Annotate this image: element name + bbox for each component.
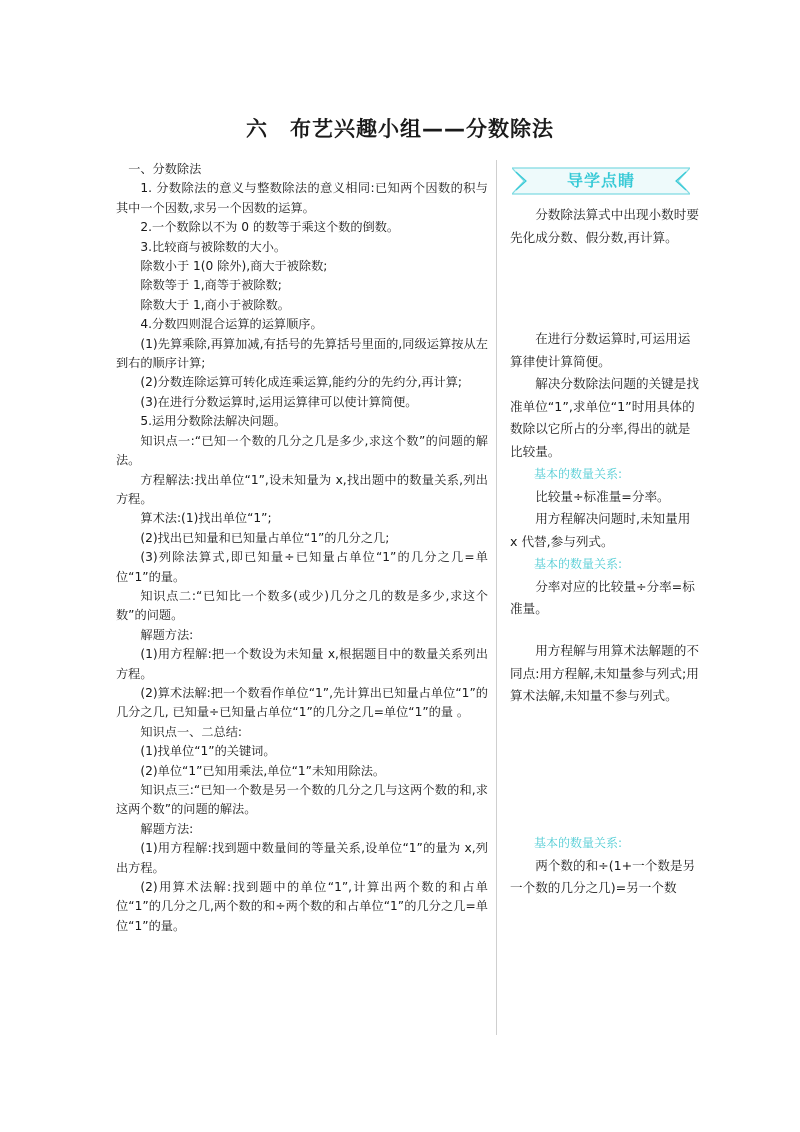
paragraph: (2)算术法解:把一个数看作单位“1”,先计算出已知量占单位“1”的几分之几, 已知量÷已知量占单位“1”的几分之几=单位“1”的量 。 bbox=[116, 685, 488, 720]
note-text: 两个数的和÷(1+一个数是另一个数的几分之几)=另一个数 bbox=[510, 857, 696, 895]
paragraph: 除数大于 1,商小于被除数。 bbox=[140, 297, 290, 312]
paragraph: 知识点三:“已知一个数是另一个数的几分之几与这两个数的和,求这两个数”的问题的解法。 bbox=[116, 783, 488, 817]
paragraph: (1)找单位“1”的关键词。 bbox=[140, 744, 276, 759]
relation-label: 基本的数量关系: bbox=[534, 467, 623, 481]
paragraph: 方程解法:找出单位“1”,设未知量为 x,找出题中的数量关系,列出方程。 bbox=[116, 472, 488, 506]
banner-title: 导学点睛 bbox=[566, 171, 635, 190]
note-text: 用方程解与用算术法解题的不同点:用方程解,未知量参与列式;用算术法解,未知量不参与列式。 bbox=[510, 643, 699, 703]
paragraph: 知识点一、二总结: bbox=[140, 724, 242, 739]
paragraph: 1. 分数除法的意义与整数除法的意义相同:已知两个因数的积与其中一个因数,求另一个因数的运算。 bbox=[116, 181, 488, 215]
note-text: 在进行分数运算时,可运用运算律使计算简便。 bbox=[510, 331, 691, 369]
note-text: 分率对应的比较量÷分率=标准量。 bbox=[510, 578, 695, 616]
paragraph: 5.运用分数除法解决问题。 bbox=[140, 414, 287, 429]
relation-label: 基本的数量关系: bbox=[534, 836, 623, 850]
chapter-number: 六 bbox=[246, 117, 268, 141]
paragraph: (1)先算乘除,再算加减,有括号的先算括号里面的,同级运算按从左到右的顺序计算; bbox=[116, 336, 488, 371]
paragraph: (2)单位“1”已知用乘法,单位“1”未知用除法。 bbox=[140, 763, 386, 778]
main-content bbox=[116, 160, 488, 936]
paragraph: 解题方法: bbox=[140, 821, 194, 836]
paragraph: 2.一个数除以不为 0 的数等于乘这个数的倒数。 bbox=[140, 220, 400, 235]
paragraph: (3)列除法算式,即已知量÷已知量占单位“1”的几分之几=单位“1”的量。 bbox=[116, 550, 488, 584]
section-heading: 一、分数除法 bbox=[128, 162, 202, 176]
note-text: 分数除法算式中出现小数时要先化成分数、假分数,再计算。 bbox=[510, 207, 699, 245]
paragraph: (2)用算术法解:找到题中的单位“1”,计算出两个数的和占单位“1”的几分之几,两个数的和÷两个数的和占单位“1”的几分之几=单位“1”的量。 bbox=[116, 880, 488, 933]
note-text: 解决分数除法问题的关键是找准单位“1”,求单位“1”时用具体的数除以它所占的分率,得出的就是比较量。 bbox=[510, 376, 699, 459]
sidebar-note bbox=[510, 640, 700, 708]
sidebar-note bbox=[510, 328, 700, 621]
sidebar-note bbox=[510, 204, 700, 249]
paragraph: 3.比较商与被除数的大小。 bbox=[140, 239, 287, 254]
note-text: 比较量÷标准量=分率。 bbox=[535, 488, 670, 504]
page-title bbox=[0, 114, 800, 144]
paragraph: (1)用方程解:找到题中数量间的等量关系,设单位“1”的量为 x,列出方程。 bbox=[116, 841, 488, 875]
paragraph: (2)找出已知量和已知量占单位“1”的几分之几; bbox=[140, 530, 390, 545]
paragraph: 知识点二:“已知比一个数多(或少)几分之几的数是多少,求这个数”的问题。 bbox=[116, 588, 488, 623]
paragraph: 算术法:(1)找出单位“1”; bbox=[140, 511, 272, 526]
chapter-title: 布艺兴趣小组——分数除法 bbox=[290, 117, 554, 141]
paragraph: (1)用方程解:把一个数设为未知量 x,根据题目中的数量关系列出方程。 bbox=[116, 647, 488, 681]
paragraph: (3)在进行分数运算时,运用运算律可以使计算简便。 bbox=[140, 394, 418, 409]
paragraph: 知识点一:“已知一个数的几分之几是多少,求这个数”的问题的解法。 bbox=[116, 433, 488, 468]
paragraph: 除数小于 1(0 除外),商大于被除数; bbox=[140, 259, 328, 274]
paragraph: (2)分数连除运算可转化成连乘运算,能约分的先约分,再计算; bbox=[140, 375, 463, 390]
paragraph: 4.分数四则混合运算的运算顺序。 bbox=[140, 317, 323, 332]
note-text: 用方程解决问题时,未知量用 x 代替,参与列式。 bbox=[510, 511, 691, 549]
paragraph: 除数等于 1,商等于被除数; bbox=[140, 278, 282, 293]
relation-label: 基本的数量关系: bbox=[534, 557, 623, 571]
paragraph: 解题方法: bbox=[140, 627, 194, 642]
column-divider bbox=[496, 160, 497, 1035]
sidebar-banner bbox=[512, 166, 690, 196]
sidebar-note bbox=[510, 832, 700, 900]
